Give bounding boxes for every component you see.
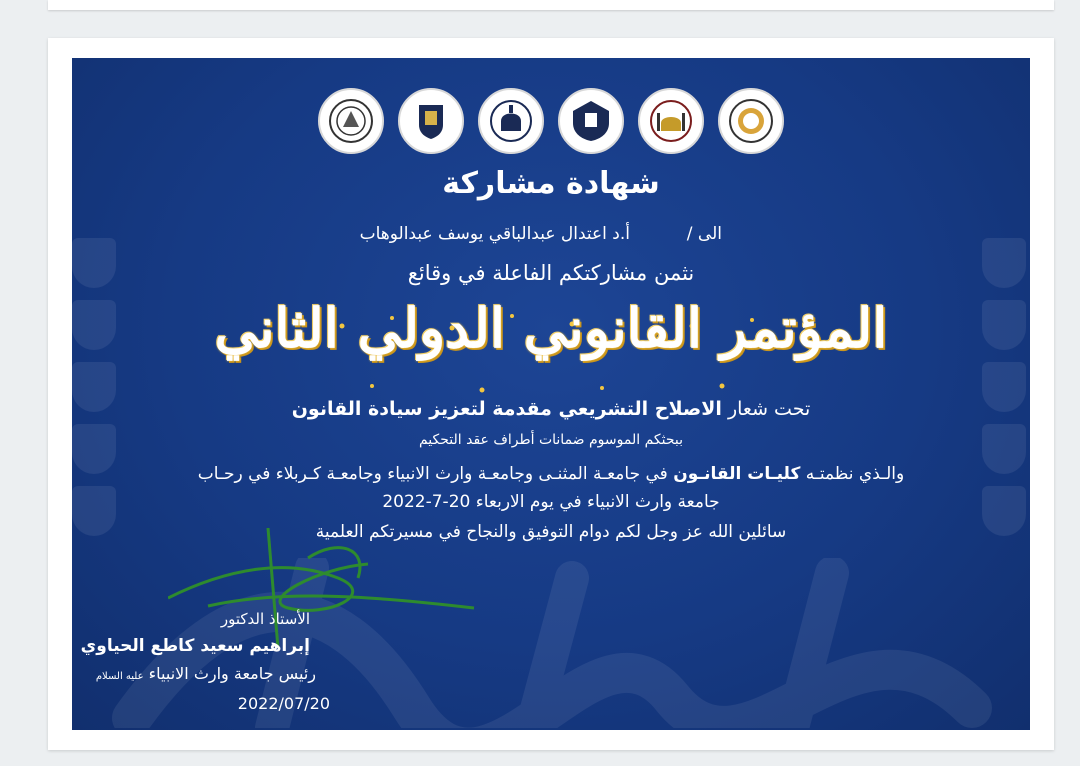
research-title: ببحثكم الموسوم ضمانات أطراف عقد التحكيم bbox=[418, 432, 684, 448]
wishes-line: سائلين الله عز وجل لكم دوام التوفيق والنجاح في مسيرتكم العلمية bbox=[315, 522, 787, 542]
law-shield-emblem-icon bbox=[558, 88, 624, 154]
handwritten-signature bbox=[168, 528, 478, 648]
organized-line bbox=[72, 464, 1030, 484]
venue-line: جامعة وارث الانبياء في يوم الاربعاء 20-7-2022 bbox=[382, 492, 720, 512]
heritage-shield-emblem-icon bbox=[398, 88, 464, 154]
recipient-name: أ.د اعتدال عبدالباقي يوسف عبدالوهاب bbox=[359, 224, 630, 244]
organized-rest: في جامعـة المثنـى وجامعـة وارث الانبياء وجامعـة كـربلاء في رحـاب bbox=[197, 464, 668, 484]
signer-name: إبراهيم سعيد كاطع الحياوي bbox=[80, 636, 310, 656]
certificate-date: 2022/07/20 bbox=[237, 694, 330, 713]
signer-title: الأستاذ الدكتور bbox=[220, 610, 310, 628]
shrine-emblem-icon bbox=[638, 88, 704, 154]
slogan-prefix: تحت شعار bbox=[727, 398, 811, 420]
slogan-text: الاصلاح التشريعي مقدمة لتعزيز سيادة القانون bbox=[291, 398, 722, 420]
slogan-line bbox=[72, 398, 1030, 420]
thanks-line: نثمن مشاركتكم الفاعلة في وقائع bbox=[407, 261, 695, 285]
previous-card bbox=[48, 0, 1054, 10]
dome-emblem-icon bbox=[478, 88, 544, 154]
university-round-seal-icon bbox=[718, 88, 784, 154]
partner-logos bbox=[72, 88, 1030, 154]
certificate-title: شهادة مشاركة bbox=[442, 166, 660, 201]
signer-honorific: عليه السلام bbox=[95, 671, 144, 682]
signer-role-line bbox=[72, 664, 316, 683]
recipient-prefix: الى / bbox=[686, 224, 722, 244]
signer-role: رئيس جامعة وارث الانبياء bbox=[148, 664, 316, 683]
organized-bold: كليـات القانـون bbox=[673, 464, 801, 484]
certificate bbox=[72, 58, 1030, 730]
round-seal-emblem-icon bbox=[318, 88, 384, 154]
conference-name: المؤتمر القانوني الدولي الثاني bbox=[214, 296, 888, 360]
organized-prefix: والـذي نظمتـه bbox=[805, 464, 905, 484]
